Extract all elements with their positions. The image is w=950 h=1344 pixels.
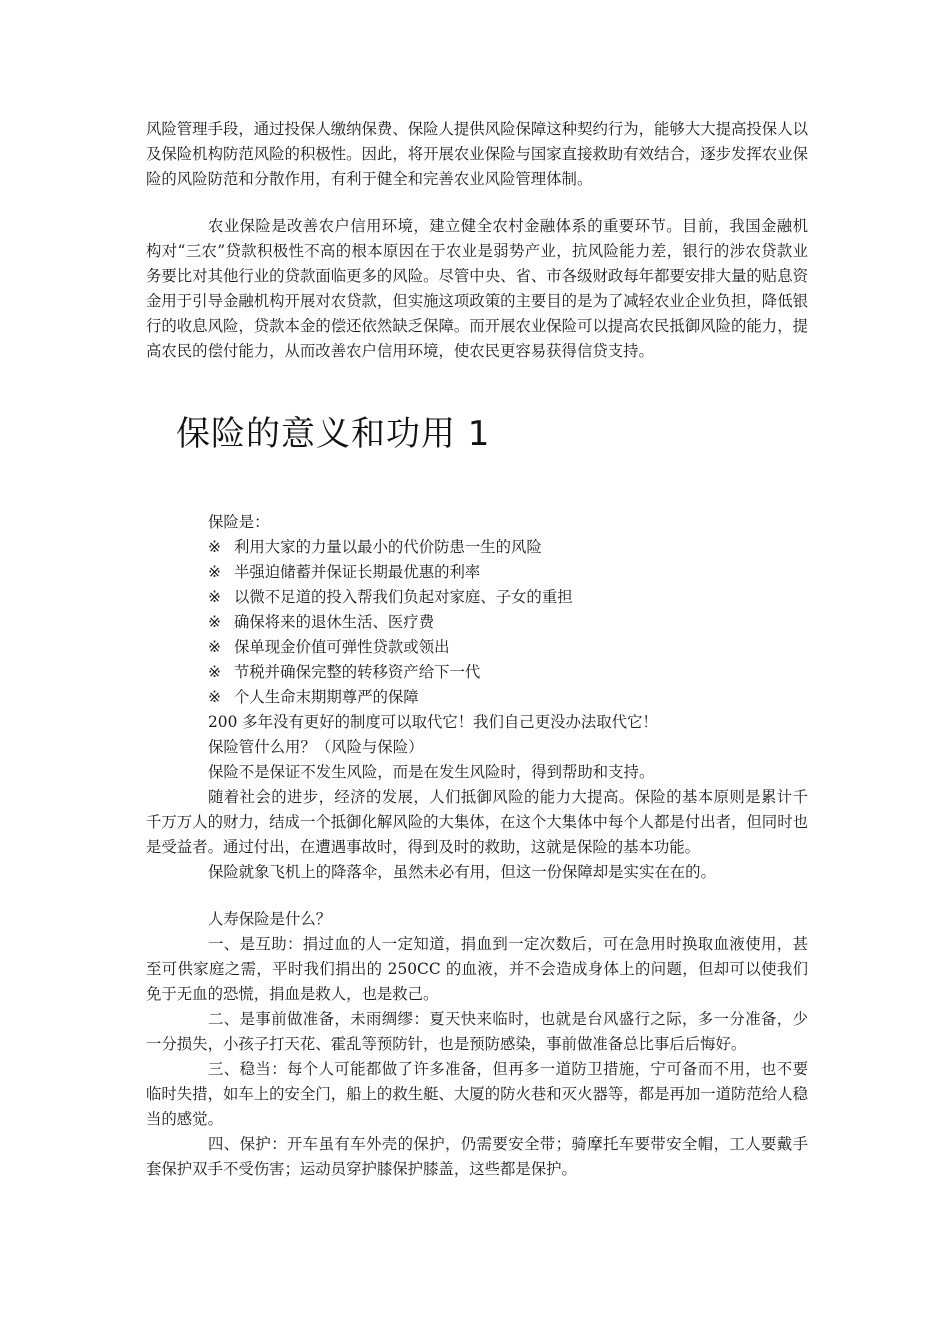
list-item: ※ 保单现金价值可弹性贷款或领出 [208,635,808,660]
list-item: ※ 以微不足道的投入帮我们负起对家庭、子女的重担 [208,585,808,610]
document-page [146,117,808,1182]
bullet-mark: ※ [208,638,221,656]
statement-200-years: 200 多年没有更好的制度可以取代它！我们自己更没办法取代它！ [208,713,658,731]
list-item: ※ 半强迫储蓄并保证长期最优惠的利率 [208,560,808,585]
bullet-mark: ※ [208,538,221,556]
list-item: ※ 个人生命末期期尊严的保障 [208,685,808,710]
bullet-mark: ※ [208,613,221,631]
paragraph-parachute: 保险就象飞机上的降落伞，虽然未必有用，但这一份保障却是实实在在的。 [208,863,716,881]
point-protection: 四、保护：开车虽有车外壳的保护，仍需要安全带；骑摩托车要带安全帽，工人要戴手套保护双手不受伤害；运动员穿护膝保护膝盖，这些都是保护。 [146,1135,808,1178]
bullet-mark: ※ [208,588,221,606]
answer-what-for: 保险不是保证不发生风险，而是在发生风险时，得到帮助和支持。 [208,763,655,781]
point-preparation: 二、是事前做准备，未雨绸缪：夏天快来临时，也就是台风盛行之际，多一分准备，少一分损失，小孩子打天花、霍乱等预防针，也是预防感染，事前做准备总比事后后悔好。 [146,1010,808,1053]
section-heading: 保险的意义和功用 1 [176,414,491,454]
bullet-mark: ※ [208,688,221,706]
point-stability: 三、稳当：每个人可能都做了许多准备，但再多一道防卫措施，宁可备而不用，也不要临时失措，如车上的安全门，船上的救生艇、大厦的防火巷和灭火器等，都是再加一道防范给人稳当的感觉。 [146,1060,808,1128]
point-mutual-aid: 一、是互助：捐过血的人一定知道，捐血到一定次数后，可在急用时换取血液使用，甚至可供家庭之需，平时我们捐出的 250CC 的血液，并不会造成身体上的问题，但却可以使我们免于无血的恐慌，捐血是救人，也是救己。 [146,935,808,1003]
list-item: ※ 节税并确保完整的转移资产给下一代 [208,660,808,685]
list-item: ※ 利用大家的力量以最小的代价防患一生的风险 [208,535,808,560]
bullet-mark: ※ [208,663,221,681]
question-what-for: 保险管什么用？（风险与保险） [208,738,424,756]
list-intro: 保险是： [208,513,270,531]
intro-paragraph-1: 风险管理手段，通过投保人缴纳保费、保险人提供风险保障这种契约行为，能够大大提高投保人以及保险机构防范风险的积极性。因此，将开展农业保险与国家直接救助有效结合，逐步发挥农业保险的风险防范和分散作用，有利于健全和完善农业风险管理体制。 [146,120,808,188]
list-item: ※ 确保将来的退休生活、医疗费 [208,610,808,635]
intro-paragraph-2: 农业保险是改善农户信用环境，建立健全农村金融体系的重要环节。目前，我国金融机构对“三农”贷款积极性不高的根本原因在于农业是弱势产业，抗风险能力差，银行的涉农贷款业务要比对其他行业的贷款面临更多的风险。尽管中央、省、市各级财政每年都要安排大量的贴息资金用于引导金融机构开展对农贷款，但实施这项政策的主要目的是为了减轻农业企业负担，降低银行的收息风险，贷款本金的偿还依然缺乏保障。而开展农业保险可以提高农民抵御风险的能力，提高农民的偿付能力，从而改善农户信用环境，使农民更容易获得信贷支持。 [146,217,808,360]
benefit-list [146,535,808,710]
bullet-mark: ※ [208,563,221,581]
question-life-insurance: 人寿保险是什么？ [208,910,332,928]
paragraph-social-progress: 随着社会的进步，经济的发展，人们抵御风险的能力大提高。保险的基本原则是累计千千万万人的财力，结成一个抵御化解风险的大集体，在这个大集体中每个人都是付出者，但同时也是受益者。通过付出，在遭遇事故时，得到及时的救助，这就是保险的基本功能。 [146,788,808,856]
